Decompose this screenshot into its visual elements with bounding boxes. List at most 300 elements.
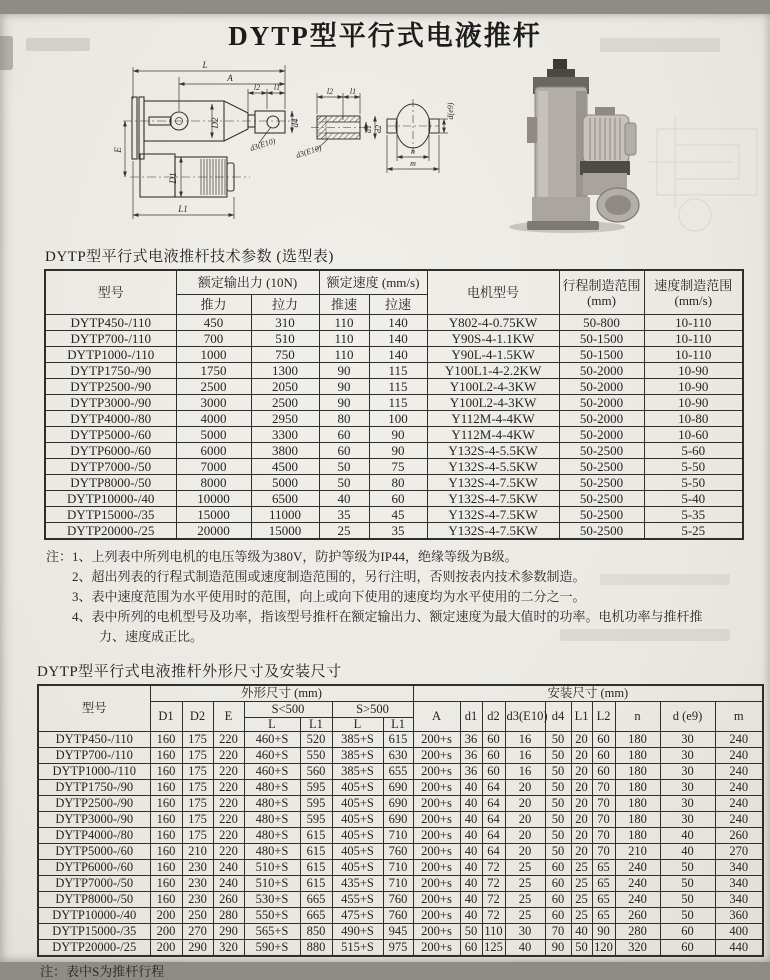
trunnion-detail-dim-labels: [410, 102, 455, 168]
table-cell: 240: [213, 860, 244, 876]
table-cell: Y90L-4-1.5KW: [427, 347, 559, 363]
table-cell: DYTP7000-/50: [45, 459, 176, 475]
table-row: [38, 796, 763, 812]
table-cell: 160: [150, 876, 182, 892]
table-cell: DYTP5000-/60: [45, 427, 176, 443]
footnote: 注：表中S为推杆行程: [40, 964, 165, 979]
table-cell: 40: [460, 812, 482, 828]
table-cell: 710: [383, 876, 413, 892]
table-cell: 460+S: [244, 764, 300, 780]
table-cell: 50-2500: [559, 443, 644, 459]
table-cell: 200+s: [413, 940, 460, 957]
table-cell: 16: [505, 748, 545, 764]
table-cell: 180: [615, 828, 660, 844]
table-cell: 36: [460, 748, 482, 764]
table-row: [38, 844, 763, 860]
note-prefix: 注：: [46, 549, 73, 564]
table-cell: 480+S: [244, 844, 300, 860]
table-cell: 90: [369, 443, 427, 459]
table-cell: 220: [213, 828, 244, 844]
table-cell: 5-50: [644, 475, 743, 491]
table-cell: 5000: [176, 427, 251, 443]
table-cell: DYTP15000-/35: [45, 507, 176, 523]
table-cell: 1300: [251, 363, 319, 379]
table-cell: 65: [592, 860, 615, 876]
table-cell: 260: [213, 892, 244, 908]
table-cell: DYTP15000-/35: [38, 924, 150, 940]
col-header-model: 型号: [38, 685, 150, 732]
table-cell: 50: [319, 459, 369, 475]
table-cell: 665: [300, 908, 332, 924]
table-cell: 405+S: [332, 860, 383, 876]
table-cell: 60: [369, 491, 427, 507]
table-cell: 160: [150, 828, 182, 844]
table-cell: 10-90: [644, 379, 743, 395]
table-cell: 40: [460, 892, 482, 908]
table-cell: 5000: [251, 475, 319, 491]
table-cell: 10-110: [644, 331, 743, 347]
table-cell: 160: [150, 860, 182, 876]
table-cell: 290: [213, 924, 244, 940]
table-cell: 565+S: [244, 924, 300, 940]
notes: [46, 547, 724, 647]
table-cell: 50: [460, 924, 482, 940]
table-cell: DYTP1000-/110: [38, 764, 150, 780]
table-cell: 945: [383, 924, 413, 940]
table-cell: 270: [715, 844, 763, 860]
table-cell: 115: [369, 379, 427, 395]
table-cell: 140: [369, 347, 427, 363]
side-view-dim-labels: [113, 60, 300, 214]
table-cell: Y112M-4-4KW: [427, 411, 559, 427]
col-header-install-group: 安装尺寸 (mm): [413, 685, 763, 702]
table-cell: Y100L2-4-3KW: [427, 379, 559, 395]
product-photo: [509, 59, 639, 233]
col-header-outline-group: 外形尺寸 (mm): [150, 685, 413, 702]
table-cell: 50: [545, 732, 571, 748]
tech-params-table-body: [45, 315, 743, 540]
table-cell: 50-2500: [559, 507, 644, 523]
table-row: [45, 475, 743, 491]
table-cell: 50-2500: [559, 459, 644, 475]
table-cell: 40: [660, 844, 715, 860]
table-cell: 140: [369, 315, 427, 331]
table-cell: 20: [505, 780, 545, 796]
col-header-L1-gt: L1: [383, 718, 413, 732]
table-cell: 175: [182, 732, 213, 748]
table-cell: 16: [505, 732, 545, 748]
table-cell: 160: [150, 732, 182, 748]
table-row: [38, 876, 763, 892]
table-cell: 30: [660, 780, 715, 796]
table-row: [45, 427, 743, 443]
table-cell: 5-35: [644, 507, 743, 523]
table-cell: 480+S: [244, 780, 300, 796]
table-cell: 5-40: [644, 491, 743, 507]
table-cell: 180: [615, 812, 660, 828]
col-header-L1-lt: L1: [300, 718, 332, 732]
table-cell: 320: [615, 940, 660, 957]
table-cell: 110: [482, 924, 505, 940]
table-cell: 360: [715, 908, 763, 924]
table-cell: 240: [715, 780, 763, 796]
table-cell: 550: [300, 748, 332, 764]
table-cell: 615: [300, 876, 332, 892]
table-cell: 40: [460, 828, 482, 844]
col-header-L2: L2: [592, 702, 615, 732]
table-cell: 690: [383, 780, 413, 796]
table-cell: 7000: [176, 459, 251, 475]
table-cell: DYTP4000-/80: [38, 828, 150, 844]
dim-label-l2: l2: [253, 83, 261, 92]
table-cell: 240: [715, 812, 763, 828]
table-cell: 975: [383, 940, 413, 957]
table-row: [45, 395, 743, 411]
table-cell: 40: [319, 491, 369, 507]
table-cell: 50-2500: [559, 491, 644, 507]
table-cell: 200+s: [413, 796, 460, 812]
table-cell: 340: [715, 892, 763, 908]
table-cell: 90: [319, 379, 369, 395]
table-cell: 310: [251, 315, 319, 331]
table-cell: 3300: [251, 427, 319, 443]
table-cell: 160: [150, 764, 182, 780]
table-cell: 35: [369, 523, 427, 540]
table-cell: 240: [615, 892, 660, 908]
table-cell: 50-2500: [559, 475, 644, 491]
table-cell: 5-50: [644, 459, 743, 475]
table-cell: 10-110: [644, 347, 743, 363]
table-cell: 64: [482, 844, 505, 860]
table-cell: 20: [505, 828, 545, 844]
table-cell: 665: [300, 892, 332, 908]
table-cell: 115: [369, 363, 427, 379]
dim-label-d1: d1: [364, 125, 373, 133]
table-cell: 200: [150, 924, 182, 940]
dim-label-d3: d3(E10): [248, 136, 277, 153]
table-cell: 200+s: [413, 924, 460, 940]
table-cell: 475+S: [332, 908, 383, 924]
table-cell: 220: [213, 812, 244, 828]
table-cell: DYTP10000-/40: [38, 908, 150, 924]
table-cell: 710: [383, 860, 413, 876]
table-cell: 60: [319, 427, 369, 443]
table-cell: 72: [482, 860, 505, 876]
table-cell: 230: [182, 892, 213, 908]
table-cell: DYTP20000-/25: [45, 523, 176, 540]
table-cell: 30: [660, 812, 715, 828]
figure: [35, 57, 770, 237]
table-cell: 260: [715, 828, 763, 844]
table-cell: 20: [571, 780, 592, 796]
table-cell: 280: [213, 908, 244, 924]
table-cell: 690: [383, 796, 413, 812]
table-cell: 20: [571, 828, 592, 844]
table-cell: 25: [571, 908, 592, 924]
table-cell: 385+S: [332, 764, 383, 780]
technical-drawing: [35, 57, 735, 237]
table-cell: 50: [545, 764, 571, 780]
table-row: [38, 924, 763, 940]
col-header-motor: 电机型号: [427, 270, 559, 315]
col-header-L-lt: L: [244, 718, 300, 732]
table-cell: 60: [319, 443, 369, 459]
scan-bleed-drawing: [647, 117, 757, 231]
table-cell: 50: [545, 780, 571, 796]
table-cell: DYTP700-/110: [45, 331, 176, 347]
table-cell: 280: [615, 924, 660, 940]
dim-label-A: A: [227, 73, 233, 83]
table-cell: 435+S: [332, 876, 383, 892]
table-cell: 595: [300, 812, 332, 828]
col-header-L-gt: L: [332, 718, 383, 732]
table-cell: 60: [460, 940, 482, 957]
table-cell: 20000: [176, 523, 251, 540]
table-row: [45, 379, 743, 395]
table-cell: 110: [319, 315, 369, 331]
table-cell: 64: [482, 828, 505, 844]
table-cell: 64: [482, 796, 505, 812]
note-line: 3、表中速度范围为水平使用时的范围，向上或向下使用的速度均为水平使用的二分之一。: [72, 589, 586, 604]
table-cell: 20: [571, 764, 592, 780]
table-cell: 10-80: [644, 411, 743, 427]
table-cell: 30: [660, 796, 715, 812]
table-cell: Y132S-4-5.5KW: [427, 459, 559, 475]
table-cell: 50: [660, 876, 715, 892]
table-cell: 200+s: [413, 876, 460, 892]
table-cell: 110: [319, 347, 369, 363]
table-row: [45, 411, 743, 427]
table-cell: 290: [182, 940, 213, 957]
table-cell: 60: [660, 924, 715, 940]
table-cell: DYTP8000-/50: [38, 892, 150, 908]
table-cell: DYTP3000-/90: [38, 812, 150, 828]
col-header-d1: d1: [460, 702, 482, 732]
col-header-d3: d3(E10): [505, 702, 545, 732]
clevis-detail-dim-labels: [295, 87, 383, 160]
table-row: [38, 908, 763, 924]
table-cell: 2500: [251, 395, 319, 411]
table-cell: 72: [482, 908, 505, 924]
table-cell: 880: [300, 940, 332, 957]
table-cell: 90: [545, 940, 571, 957]
table-cell: Y112M-4-4KW: [427, 427, 559, 443]
table-row: [45, 507, 743, 523]
table-cell: DYTP8000-/50: [45, 475, 176, 491]
table-cell: 20: [571, 812, 592, 828]
table-cell: 25: [505, 908, 545, 924]
table-cell: 5-60: [644, 443, 743, 459]
col-header-speed-range-unit: (mm/s): [674, 292, 713, 308]
table-cell: 180: [615, 796, 660, 812]
table-cell: 160: [150, 812, 182, 828]
table-cell: 20: [571, 844, 592, 860]
table-cell: 480+S: [244, 812, 300, 828]
table-cell: 175: [182, 796, 213, 812]
table-cell: 405+S: [332, 796, 383, 812]
table-row: [38, 892, 763, 908]
table-cell: 210: [182, 844, 213, 860]
table-cell: 8000: [176, 475, 251, 491]
col-header-n: n: [615, 702, 660, 732]
table-cell: 230: [182, 876, 213, 892]
trunnion-detail-drawing: [387, 99, 439, 153]
table-cell: 690: [383, 812, 413, 828]
table-cell: 455+S: [332, 892, 383, 908]
table-cell: 270: [182, 924, 213, 940]
table-cell: 90: [369, 427, 427, 443]
table-cell: 240: [715, 732, 763, 748]
table-cell: 70: [592, 844, 615, 860]
table-cell: 590+S: [244, 940, 300, 957]
col-header-D2: D2: [182, 702, 213, 732]
table-cell: 40: [460, 796, 482, 812]
table-cell: 40: [460, 780, 482, 796]
table-cell: 20: [505, 844, 545, 860]
side-view-drawing: [123, 97, 297, 197]
table-cell: 220: [213, 764, 244, 780]
table-cell: 90: [592, 924, 615, 940]
table-cell: 440: [715, 940, 763, 957]
table-cell: 220: [213, 844, 244, 860]
col-header-d4: d4: [545, 702, 571, 732]
table2-section-title: DYTP型平行式电液推杆外形尺寸及安装尺寸: [37, 664, 342, 680]
table-cell: 120: [592, 940, 615, 957]
dim-label-d3: d3(E10): [294, 143, 323, 160]
table-cell: 460+S: [244, 748, 300, 764]
table-cell: 10-90: [644, 363, 743, 379]
table-cell: 64: [482, 812, 505, 828]
col-header-d2: d2: [482, 702, 505, 732]
table1-section-title: DYTP型平行式电液推杆技术参数 (选型表): [45, 249, 334, 265]
table-cell: Y802-4-0.75KW: [427, 315, 559, 331]
table-row: [45, 523, 743, 540]
table-cell: 405+S: [332, 780, 383, 796]
table-cell: 480+S: [244, 828, 300, 844]
table-cell: 340: [715, 876, 763, 892]
table-cell: 50: [545, 796, 571, 812]
table-cell: 72: [482, 876, 505, 892]
table-cell: 140: [369, 331, 427, 347]
note-line: 2、超出列表的行程式制造范围或速度制造范围的，另行注明，否则按表内技术参数制造。: [72, 569, 586, 584]
table-cell: 175: [182, 780, 213, 796]
table-cell: 50: [545, 844, 571, 860]
table-cell: 60: [482, 732, 505, 748]
table-row: [38, 940, 763, 957]
table-cell: 175: [182, 828, 213, 844]
col-header-m: m: [715, 702, 763, 732]
table-cell: DYTP1750-/90: [38, 780, 150, 796]
table-cell: 40: [460, 844, 482, 860]
dimensions-table-body: [38, 732, 763, 957]
table-cell: 50-2000: [559, 411, 644, 427]
table-cell: 515+S: [332, 940, 383, 957]
table-cell: 115: [369, 395, 427, 411]
table-cell: 80: [369, 475, 427, 491]
table-cell: 40: [660, 828, 715, 844]
table-cell: 510+S: [244, 860, 300, 876]
table-cell: 760: [383, 844, 413, 860]
table-cell: 50-800: [559, 315, 644, 331]
table-cell: 40: [460, 876, 482, 892]
table-cell: 750: [251, 347, 319, 363]
dim-label-l1: l1: [349, 87, 357, 96]
table-row: [45, 443, 743, 459]
table-cell: 200+s: [413, 908, 460, 924]
table-cell: 30: [660, 748, 715, 764]
table-cell: 260: [615, 908, 660, 924]
table-cell: 72: [482, 892, 505, 908]
table-cell: 4000: [176, 411, 251, 427]
table-cell: 1000: [176, 347, 251, 363]
table-cell: 60: [545, 860, 571, 876]
table-cell: 25: [319, 523, 369, 540]
table-cell: 50-1500: [559, 347, 644, 363]
table-cell: 36: [460, 764, 482, 780]
table-cell: 50-1500: [559, 331, 644, 347]
dim-label-L1: L1: [178, 204, 188, 214]
table-cell: 240: [213, 876, 244, 892]
table-cell: 25: [571, 876, 592, 892]
table-cell: 175: [182, 812, 213, 828]
table-cell: 20: [571, 732, 592, 748]
table-row: [38, 748, 763, 764]
table-cell: 50: [319, 475, 369, 491]
table-cell: 760: [383, 892, 413, 908]
table-cell: 480+S: [244, 796, 300, 812]
table-cell: 210: [615, 844, 660, 860]
dim-label-d2: d2: [374, 125, 383, 133]
table-cell: 50: [660, 908, 715, 924]
table-row: [38, 764, 763, 780]
table-cell: DYTP1750-/90: [45, 363, 176, 379]
table-cell: 760: [383, 908, 413, 924]
table-row: [38, 812, 763, 828]
table-cell: 6000: [176, 443, 251, 459]
table-cell: 6500: [251, 491, 319, 507]
table-cell: 320: [213, 940, 244, 957]
table-cell: 615: [300, 844, 332, 860]
table-cell: 405+S: [332, 828, 383, 844]
dim-label-m: m: [410, 159, 416, 168]
table-cell: 50: [545, 748, 571, 764]
table-cell: DYTP1000-/110: [45, 347, 176, 363]
table-cell: DYTP6000-/60: [38, 860, 150, 876]
table-cell: 240: [715, 796, 763, 812]
table-cell: 2950: [251, 411, 319, 427]
table-cell: 60: [482, 748, 505, 764]
table-cell: 50-2000: [559, 427, 644, 443]
table-cell: Y132S-4-7.5KW: [427, 475, 559, 491]
table-row: [45, 331, 743, 347]
table-cell: 11000: [251, 507, 319, 523]
table-cell: 3000: [176, 395, 251, 411]
table-row: [38, 780, 763, 796]
dim-label-D1: D1: [168, 172, 178, 184]
table-cell: 2050: [251, 379, 319, 395]
col-header-stroke-range-unit: (mm): [587, 292, 616, 308]
table-cell: 65: [592, 876, 615, 892]
col-header-pull-force: 拉力: [251, 295, 319, 315]
table-cell: 15000: [251, 523, 319, 540]
table-cell: 100: [369, 411, 427, 427]
table-cell: 400: [715, 924, 763, 940]
table-row: [38, 732, 763, 748]
col-header-speed-range: [644, 270, 743, 315]
table-cell: 20: [505, 796, 545, 812]
table-cell: 25: [505, 860, 545, 876]
table-cell: 80: [319, 411, 369, 427]
